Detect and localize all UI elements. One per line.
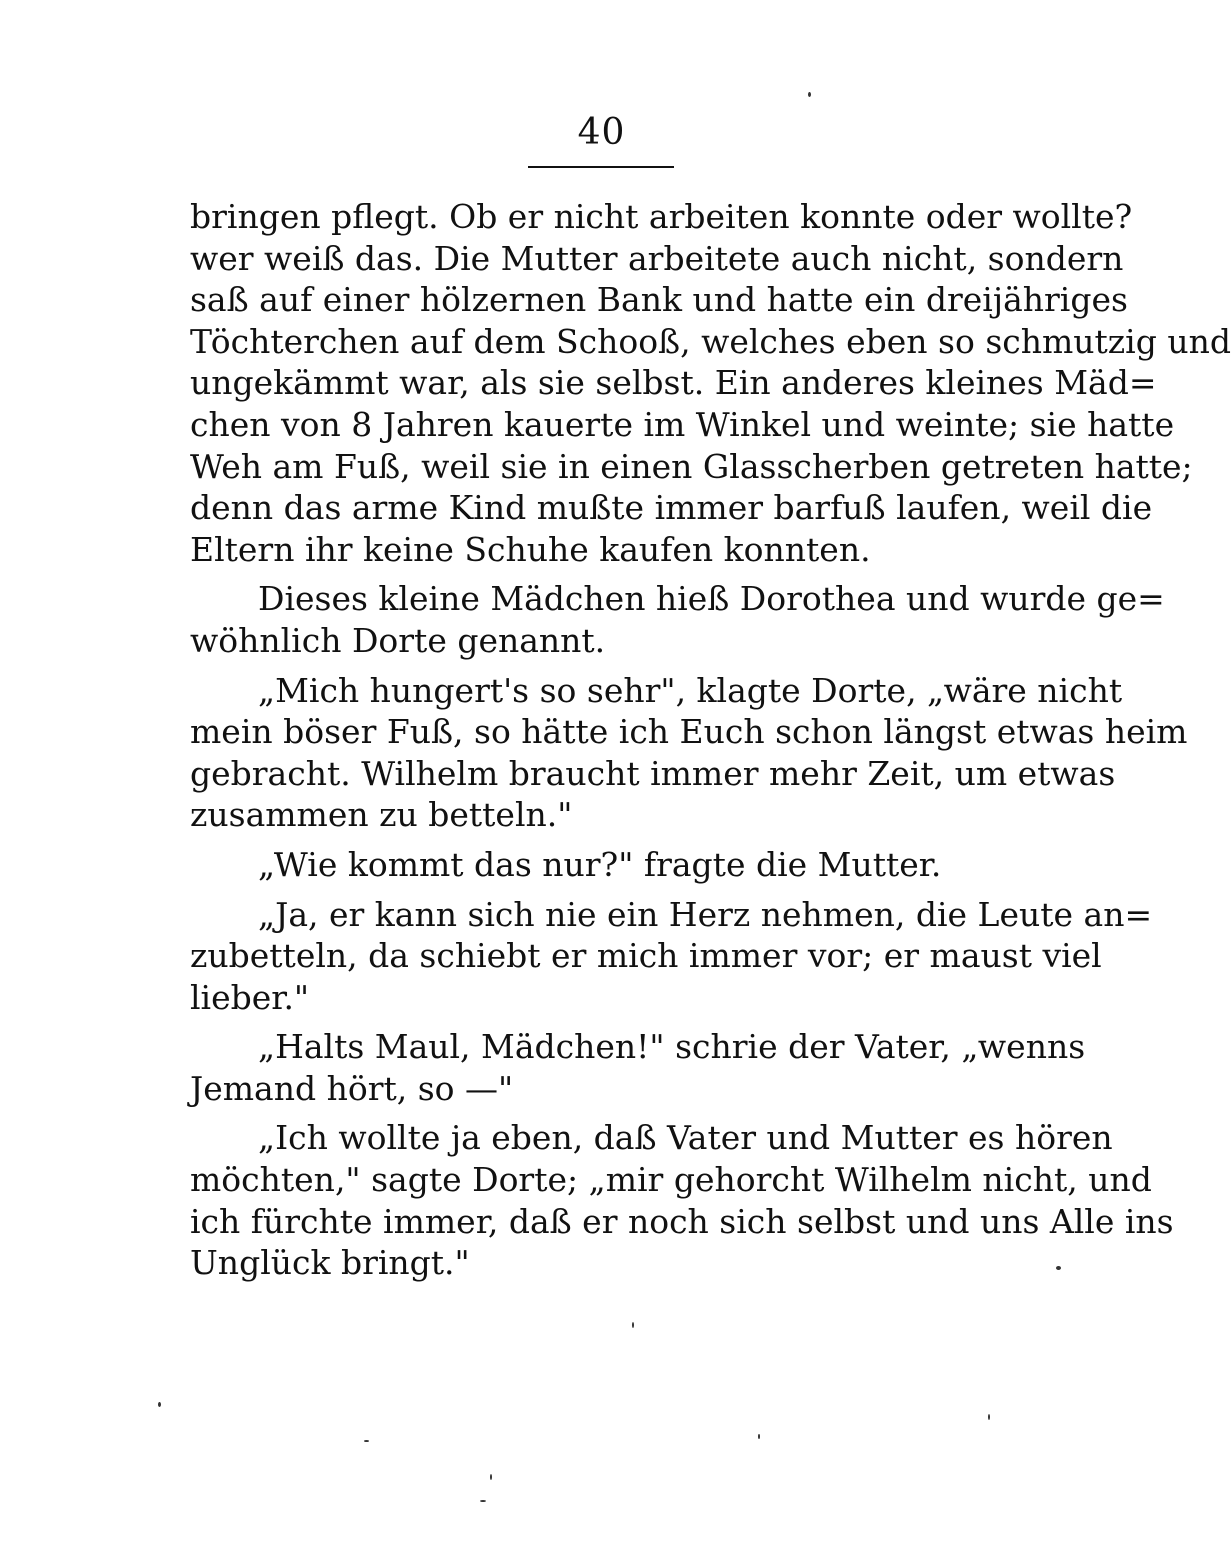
scan-speck [988,1414,990,1420]
scan-speck [364,1440,369,1442]
text-line: bringen pflegt. Ob er nicht arbeiten konnte oder wollte? [190,197,1133,236]
page-number: 40 [577,112,626,153]
paragraph [190,196,1231,570]
text-line: „Wie kommt das nur?" fragte die Mutter. [258,844,942,884]
paragraph [190,1026,1086,1109]
text-line: „Ich wollte ja eben, daß Vater und Mutter es hören [258,1118,1113,1158]
paragraph [190,894,1153,1019]
text-line: Töchterchen auf dem Schooß, welches eben so schmutzig und [190,321,1231,361]
text-line: wer weiß das. Die Mutter arbeitete auch nicht, sondern [190,238,1124,278]
text-line: zusammen zu betteln." [190,795,573,835]
paragraph [190,844,1008,886]
text-line: denn das arme Kind mußte immer barfuß laufen, weil die [190,488,1153,528]
paragraph [190,578,1165,661]
body-text [190,196,1231,1284]
scan-speck [632,1322,634,1328]
text-line: zubetteln, da schiebt er mich immer vor; er maust viel [190,936,1102,976]
text-line: wöhnlich Dorte genannt. [190,620,606,660]
scan-speck [808,92,811,97]
text-line: ich fürchte immer, daß er noch sich selbst und uns Alle ins [190,1201,1174,1241]
text-line: „Mich hungert's so sehr", klagte Dorte, „wäre nicht [258,670,1123,710]
text-line: Weh am Fuß, weil sie in einen Glasscherben getreten hatte; [190,446,1193,486]
text-line: Unglück bringt." [190,1243,470,1283]
text-line: chen von 8 Jahren kauerte im Winkel und weinte; sie hatte [190,404,1175,444]
scan-speck [1056,1266,1061,1270]
text-line: Eltern ihr keine Schuhe kaufen konnten. [190,529,871,569]
text-line: gebracht. Wilhelm braucht immer mehr Zeit, um etwas [190,753,1116,793]
header-rule [528,166,674,168]
paragraph [190,670,1188,836]
text-line: Dieses kleine Mädchen hieß Dorothea und wurde ge= [258,579,1165,619]
text-line: „Ja, er kann sich nie ein Herz nehmen, die Leute an= [258,894,1153,934]
scan-speck [490,1474,492,1480]
text-line: saß auf einer hölzernen Bank und hatte ein dreijähriges [190,280,1128,320]
scan-speck [758,1434,760,1439]
paragraph [190,1117,1174,1283]
scan-speck [158,1402,161,1407]
text-line: Jemand hört, so —" [190,1068,514,1108]
text-line: ungekämmt war, als sie selbst. Ein anderes kleines Mäd= [190,363,1157,403]
scan-speck [480,1500,486,1502]
text-line: „Halts Maul, Mädchen!" schrie der Vater, „wenns [258,1027,1086,1067]
text-line: mein böser Fuß, so hätte ich Euch schon längst etwas heim [190,712,1188,752]
text-line: möchten," sagte Dorte; „mir gehorcht Wilhelm nicht, und [190,1160,1152,1200]
text-line: lieber." [190,977,310,1017]
